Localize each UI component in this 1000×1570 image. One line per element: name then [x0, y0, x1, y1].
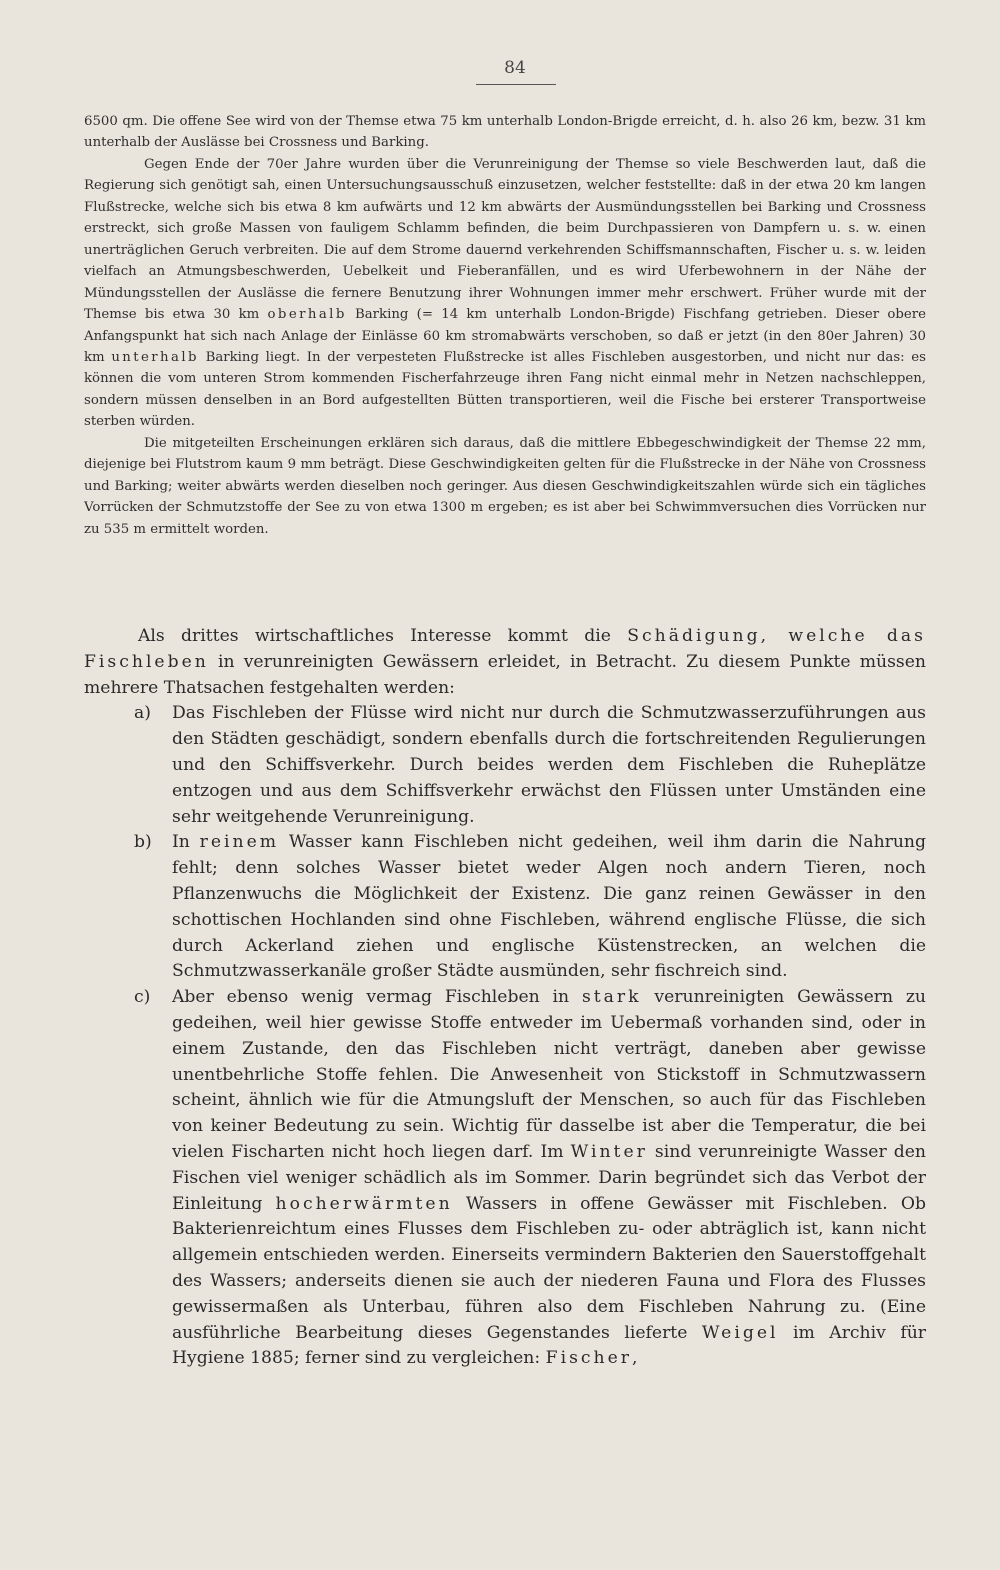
main-print-section: [84, 624, 926, 1372]
small-paragraph: [84, 154, 926, 433]
text-run: In: [172, 832, 200, 853]
text-run: verunreinigten Gewässern zu gedeihen, weil hier gewisse Stoffe entweder im Uebermaß vorhanden sind, oder in einem Zustande, den das Fischleben nicht verträgt, daneben aber gewisse unentbehrliche Stoffe fehlen. Die Anwesenheit von Stickstoff in Schmutzwassern scheint, ähnlich wie für die Atmungsluft der Menschen, so auch für das Fischleben von keiner Bedeutung zu sein. Wichtig für dasselbe ist aber die Temperatur, die bei vielen Fischarten nicht hoch liegen darf. Im: [172, 987, 927, 1162]
text-run: in verunreinigten Gewässern erleidet, in Betracht. Zu diesem Punkte müssen mehrere Thatsachen festgehalten werden:: [84, 651, 926, 698]
emphasized-text: reinem: [199, 832, 280, 853]
text-run: Als drittes wirtschaftliches Interesse kommt die: [138, 626, 628, 646]
emphasized-text: Schädigung, welche das Fischleben: [84, 626, 926, 672]
list-marker: b): [134, 832, 152, 853]
page-number: 84: [504, 58, 526, 78]
emphasized-text: Fischer: [545, 1348, 632, 1369]
list-marker: c): [134, 987, 151, 1008]
list-marker: a): [134, 703, 151, 724]
text-run: 6500 qm. Die offene See wird von der Themse etwa 75 km unterhalb London-Brigde erreicht, d. h. also 26 km, bezw. 31 km unterhalb der Auslässe bei Crossness und Barking.: [84, 114, 926, 151]
text-run: Barking (= 14 km unterhalb London-Brigde) Fischfang getrieben. Dieser obere Anfangspunkt hat sich nach Anlage der Einlässe 60 km stromabwärts verschoben, so daß er jetzt (in den 80er Jahren) 30 km: [84, 307, 926, 365]
text-run: Barking liegt. In der verpesteten Flußstrecke ist alles Fischleben ausgestorben, und nicht nur das: es können die vom unteren Strom kommenden Fischerfahrzeuge ihren Fang nicht einmal mehr in Netzen nachschleppen, sondern müssen denselben in an Bord aufgestellten Bütten transportieren, weil die Fische bei ersterer Transportweise sterben würden.: [84, 349, 926, 430]
small-paragraph: [84, 433, 926, 540]
list-item: [84, 830, 926, 985]
small-paragraph: [84, 111, 926, 154]
text-run: Aber ebenso wenig vermag Fischleben in: [172, 987, 582, 1008]
intro-paragraph: [84, 624, 926, 701]
text-run: Wasser kann Fischleben nicht gedeihen, weil ihm darin die Nahrung fehlt; denn solches Wasser bietet weder Algen noch andern Tieren, noch Pflanzenwuchs die Möglichkeit der Existenz. Die ganz reinen Gewässer in den schottischen Hochlanden sind ohne Fischleben, während englische Flüsse, die sich durch Ackerland ziehen und englische Küstenstrecken, an welchen die Schmutzwasserkanäle großer Städte ausmünden, sehr fischreich sind.: [172, 832, 926, 982]
text-run: Das Fischleben der Flüsse wird nicht nur durch die Schmutzwasserzuführungen aus den Städten geschädigt, sondern ebenfalls durch die fortschreitenden Regulierungen und den Schiffsverkehr. Durch beides werden dem Fischleben die Ruheplätze entzogen und aus dem Schiffsverkehr erwächst den Flüssen unter Umständen eine sehr weitgehende Verunreinigung.: [172, 703, 926, 827]
emphasized-text: unterhalb: [111, 349, 199, 365]
list-item: [84, 701, 926, 830]
list-item: [84, 985, 926, 1372]
emphasized-text: stark: [581, 987, 642, 1008]
text-run: Gegen Ende der 70er Jahre wurden über die Verunreinigung der Themse so viele Beschwerden laut, daß die Regierung sich genötigt sah, einen Untersuchungsausschuß einzusetzen, welcher feststellte: daß in der etwa 20 km langen Flußstrecke, welche sich bis etwa 8 km aufwärts und 12 km abwärts der Ausmündungsstellen bei Barking und Crossness erstreckt, sich große Massen von fauligem Schlamm befinden, die beim Durchpassieren von Dampfern u. s. w. einen unerträglichen Geruch verbreiten. Die auf dem Strome dauernd verkehrenden Schiffsmannschaften, Fischer u. s. w. leiden vielfach an Atmungsbeschwerden, Uebelkeit und Fieberanfällen, und es wird Uferbewohnern in der Nähe der Mündungsstellen der Auslässe die fernere Benutzung ihrer Wohnungen immer mehr erschwert. Früher wurde mit der Themse bis etwa 30 km: [84, 156, 926, 323]
small-print-section: [84, 111, 926, 540]
text-run: ,: [631, 1348, 638, 1369]
text-run: sind verunreinigte Wasser den Fischen viel weniger schädlich als im Sommer. Darin begründet sich das Verbot der Einleitung: [172, 1141, 926, 1214]
emphasized-text: hocherwärmten: [275, 1193, 453, 1214]
text-run: im Archiv für Hygiene 1885; ferner sind zu vergleichen:: [172, 1322, 926, 1369]
emphasized-text: Winter: [570, 1141, 648, 1162]
page-number-rule: [476, 84, 556, 85]
emphasized-text: oberhalb: [267, 307, 347, 323]
emphasized-text: Weigel: [701, 1322, 779, 1343]
text-run: Die mitgeteilten Erscheinungen erklären sich daraus, daß die mittlere Ebbegeschwindigkeit der Themse 22 mm, diejenige bei Flutstrom kaum 9 mm beträgt. Diese Geschwindigkeiten gelten für die Flußstrecke in der Nähe von Crossness und Barking; weiter abwärts werden dieselben noch geringer. Aus diesen Geschwindigkeitszahlen würde sich ein tägliches Vorrücken der Schmutzstoffe der See zu von etwa 1300 m ergeben; es ist aber bei Schwimmversuchen dies Vorrücken nur zu 535 m ermittelt worden.: [84, 435, 926, 537]
text-run: Wassers in offene Gewässer mit Fischleben. Ob Bakterienreichtum eines Flusses dem Fischleben zu- oder abträglich ist, kann nicht allgemein entschieden werden. Einerseits vermindern Bakterien den Sauerstoffgehalt des Wassers; anderseits dienen sie auch der niederen Fauna und Flora des Flusses gewissermaßen als Unterbau, führen also dem Fischleben Nahrung zu. (Eine ausführliche Bearbeitung dieses Gegenstandes lieferte: [172, 1193, 926, 1343]
